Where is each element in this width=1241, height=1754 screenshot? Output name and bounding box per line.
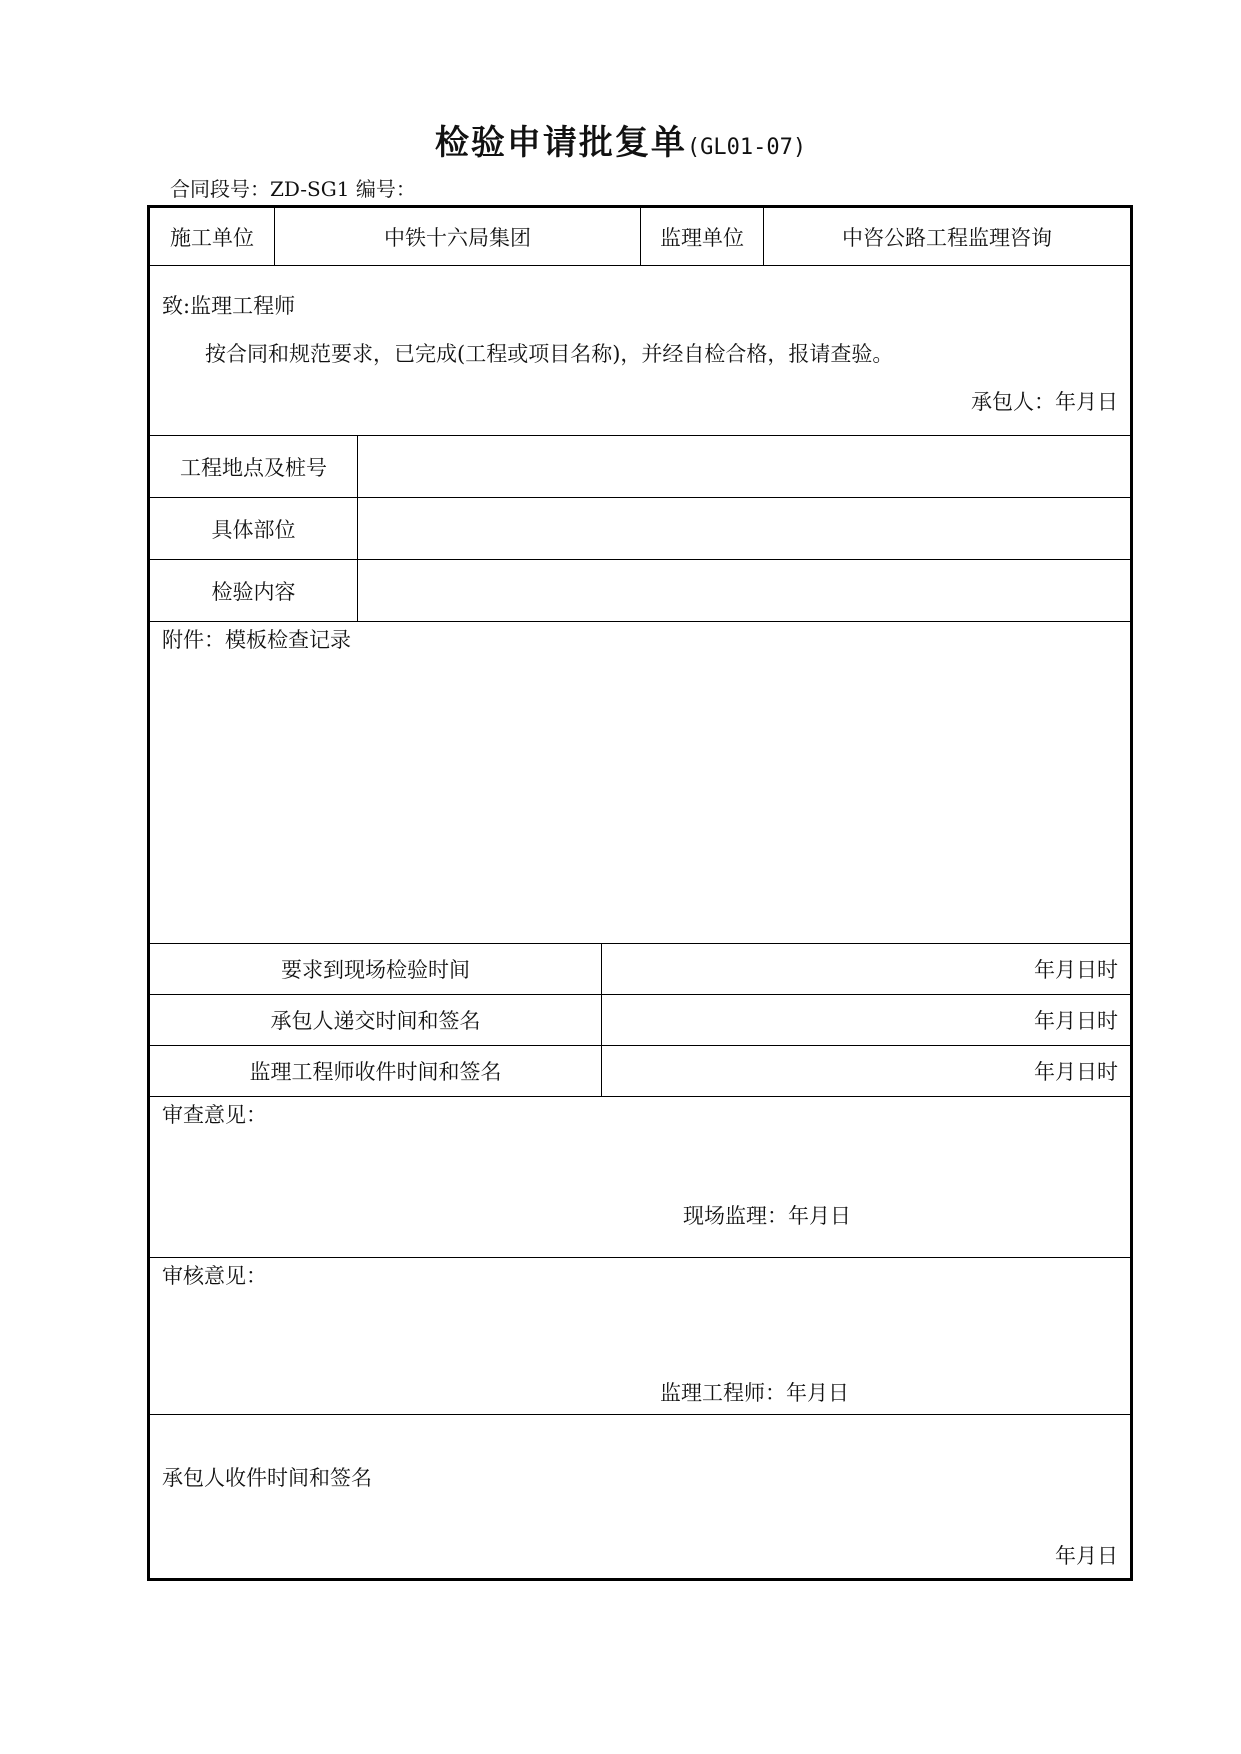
- time-value[interactable]: 年月日时: [1034, 958, 1118, 982]
- time-row-receipt: [150, 1046, 1130, 1097]
- request-recipient: 致:监理工程师: [162, 294, 296, 318]
- time-row-submission: [150, 995, 1130, 1046]
- field-value[interactable]: [358, 498, 1130, 559]
- field-label: 具体部位: [150, 498, 358, 559]
- time-label: 承包人递交时间和签名: [150, 995, 602, 1045]
- time-label: 监理工程师收件时间和签名: [150, 1046, 602, 1096]
- contract-section-label: 合同段号：ZD-SG1 编号：: [170, 177, 416, 201]
- form-code: (GL01-07): [686, 135, 807, 160]
- field-label: 检验内容: [150, 560, 358, 621]
- inspection-form-table: [147, 205, 1133, 1581]
- audit-section: [150, 1258, 1130, 1415]
- field-label: 工程地点及桩号: [150, 436, 358, 497]
- receipt-section: [150, 1415, 1130, 1578]
- construction-unit-label: 施工单位: [150, 208, 275, 265]
- units-row: [150, 208, 1130, 266]
- request-section: [150, 266, 1130, 436]
- review-label: 审查意见：: [162, 1103, 267, 1127]
- time-label: 要求到现场检验时间: [150, 944, 602, 994]
- attachment-label: 附件：模板检查记录: [162, 628, 351, 652]
- review-section: [150, 1097, 1130, 1258]
- contractor-signature-date[interactable]: 承包人：年月日: [971, 390, 1118, 414]
- time-value[interactable]: 年月日时: [1034, 1009, 1118, 1033]
- supervision-unit-label: 监理单位: [641, 208, 764, 265]
- time-row-inspection: [150, 944, 1130, 995]
- time-value[interactable]: 年月日时: [1034, 1060, 1118, 1084]
- form-title: [0, 118, 1241, 173]
- site-supervisor-signature[interactable]: 现场监理：年月日: [683, 1204, 851, 1228]
- field-value[interactable]: [358, 560, 1130, 621]
- receipt-date[interactable]: 年月日: [1055, 1544, 1118, 1568]
- supervising-engineer-signature[interactable]: 监理工程师：年月日: [660, 1381, 849, 1405]
- field-row-location: [150, 436, 1130, 498]
- supervision-unit-value[interactable]: 中咨公路工程监理咨询: [842, 225, 1052, 250]
- field-row-content: [150, 560, 1130, 622]
- attachment-section: [150, 622, 1130, 944]
- field-row-part: [150, 498, 1130, 560]
- request-body: 按合同和规范要求，已完成(工程或项目名称)，并经自检合格，报请查验。: [205, 342, 894, 366]
- form-title-main: 检验申请批复单: [434, 123, 687, 163]
- field-value[interactable]: [358, 436, 1130, 497]
- audit-label: 审核意见：: [162, 1264, 267, 1288]
- construction-unit-value[interactable]: 中铁十六局集团: [275, 208, 641, 265]
- receipt-label: 承包人收件时间和签名: [162, 1466, 372, 1490]
